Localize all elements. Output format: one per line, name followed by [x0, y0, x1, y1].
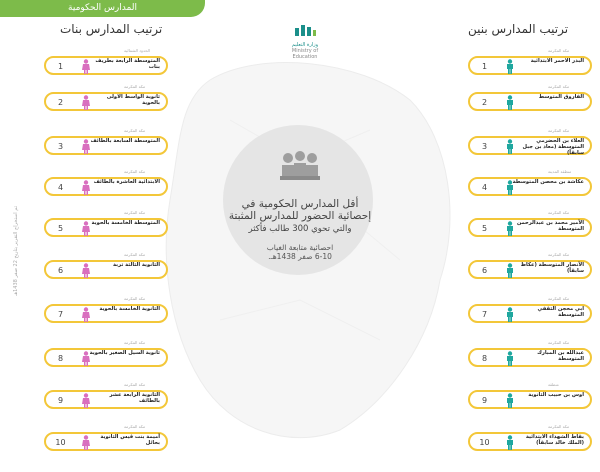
rank-number: 5 [481, 224, 488, 233]
girls-school-item-2 [44, 92, 168, 111]
region-label: مكة المكرمة [548, 84, 570, 89]
region-label: مكة المكرمة [124, 128, 146, 133]
rank-number: 10 [55, 438, 66, 447]
male-student-icon [506, 59, 514, 74]
rank-number: 9 [57, 396, 64, 405]
female-student-icon [82, 180, 90, 195]
school-name: المتوسطة الرابعة بطريف بنات [95, 58, 160, 70]
region-label: مكة المكرمة [124, 84, 146, 89]
region-label: الحدود الشمالية [124, 48, 150, 53]
boys-ranking-title: ترتيب المدارس بنين [468, 22, 569, 36]
rank-number: 1 [481, 62, 488, 71]
girls-school-item-8 [44, 348, 168, 367]
region-label: مكة المكرمة [548, 128, 570, 133]
rank-number: 4 [481, 183, 488, 192]
school-name: ثانوية السيل الصغير بالحوية [89, 350, 160, 356]
region-label: منطقة [548, 382, 559, 387]
school-name: العلاء بن الحضرمي المتوسطة (معاذ بن جبل سابقاً) [522, 138, 584, 156]
school-name: ثانوية الواسط الاولى بالحوية [106, 94, 160, 106]
school-name: الابتدائية العاشرة بالطائف [93, 179, 160, 185]
boys-school-item-6 [468, 260, 592, 279]
region-label: مكة المكرمة [124, 424, 146, 429]
school-name: الثانوية الخامسة بالحوية [99, 306, 160, 312]
school-name: عكاشة بن محصن المتوسطة [512, 179, 584, 185]
school-name: الفاروق المتوسط [538, 94, 584, 100]
rank-number: 1 [57, 62, 64, 71]
school-name: أميمة بنت قيس الثانوية بحائل [100, 434, 160, 446]
rank-number: 7 [481, 310, 488, 319]
boys-school-item-7 [468, 304, 592, 323]
rank-number: 7 [57, 310, 64, 319]
female-student-icon [82, 221, 90, 236]
logo-english: Ministry of Education [291, 48, 319, 60]
students-icon [278, 150, 322, 186]
male-student-icon [506, 95, 514, 110]
ministry-logo [280, 22, 330, 60]
center-line-2: إحصائية الحضور للمدارس المثبتة [228, 210, 372, 222]
girls-school-item-7 [44, 304, 168, 323]
school-name: الأنصار المتوسطة (عكاظ سابقاً) [520, 262, 584, 274]
rank-number: 9 [481, 396, 488, 405]
girls-school-item-5 [44, 218, 168, 237]
region-label: مكة المكرمة [124, 210, 146, 215]
school-name: بقاط الشهداء الابتدائية (الملك خالد سابقاً) [525, 434, 584, 446]
boys-school-item-2 [468, 92, 592, 111]
rank-number: 2 [57, 98, 64, 107]
school-name: الثانوية الثالثة تربة [113, 262, 160, 268]
girls-ranking-title: ترتيب المدارس بنات [60, 22, 163, 36]
side-note-text: تم استخراج التقرير بتاريخ 22 صفر 1438هـ [13, 205, 19, 297]
center-line-5: 6-10 صفر 1438هـ. [268, 252, 332, 261]
girls-school-item-3 [44, 136, 168, 155]
center-line-3: والتي تحوي 300 طالب فأكثر [248, 224, 352, 234]
school-name: الأمير محمد بن عبدالرحمن المتوسطة [516, 220, 584, 232]
rank-number: 3 [481, 142, 488, 151]
school-name: ابي محجن الثقفي المتوسطة [537, 306, 584, 318]
region-label: منطقة المدينة [548, 169, 572, 174]
ministry-logo-icon [293, 22, 317, 38]
region-label: مكة المكرمة [548, 296, 570, 301]
boys-school-item-1 [468, 56, 592, 75]
male-student-icon [506, 393, 514, 408]
boys-school-item-10 [468, 432, 592, 451]
rank-number: 6 [481, 266, 488, 275]
region-label: مكة المكرمة [548, 252, 570, 257]
side-note [6, 168, 19, 348]
center-line-4: احصائية متابعة الغياب [266, 243, 334, 252]
region-label: مكة المكرمة [124, 296, 146, 301]
rank-number: 3 [57, 142, 64, 151]
school-name: البدر الاحمر الابتدائية [530, 58, 584, 64]
region-label: مكة المكرمة [124, 252, 146, 257]
category-tag: المدارس الحكومية [0, 0, 205, 17]
female-student-icon [82, 263, 90, 278]
rank-number: 6 [57, 266, 64, 275]
region-label: مكة المكرمة [124, 340, 146, 345]
region-label: مكة المكرمة [548, 48, 570, 53]
logo-arabic: وزارة التعليم [291, 42, 319, 48]
boys-school-item-4 [468, 177, 592, 196]
rank-number: 5 [57, 224, 64, 233]
region-label: مكة المكرمة [548, 424, 570, 429]
rank-number: 8 [57, 354, 64, 363]
school-name: اوس بن حبيب الثانوية [528, 392, 584, 398]
girls-school-item-6 [44, 260, 168, 279]
girls-school-item-10 [44, 432, 168, 451]
school-name: عبدالله بن المبارك المتوسطة [537, 350, 584, 362]
center-line-1: أقل المدارس الحكومية في [241, 198, 359, 210]
girls-school-item-1 [44, 56, 168, 75]
center-summary [215, 198, 385, 261]
region-label: مكة المكرمة [124, 382, 146, 387]
girls-school-item-9 [44, 390, 168, 409]
boys-school-item-9 [468, 390, 592, 409]
rank-number: 2 [481, 98, 488, 107]
school-name: المتوسطة الخامسة بالحوية [91, 220, 160, 226]
rank-number: 8 [481, 354, 488, 363]
female-student-icon [82, 139, 90, 154]
boys-school-item-8 [468, 348, 592, 367]
school-name: المتوسطة السابعة بالطائف [90, 138, 160, 144]
region-label: مكة المكرمة [548, 340, 570, 345]
rank-number: 10 [479, 438, 490, 447]
girls-school-item-4 [44, 177, 168, 196]
boys-school-item-5 [468, 218, 592, 237]
boys-school-item-3 [468, 136, 592, 155]
rank-number: 4 [57, 183, 64, 192]
female-student-icon [82, 307, 90, 322]
region-label: مكة المكرمة [124, 169, 146, 174]
school-name: الثانوية الرابعة عشر بالطائف [109, 392, 160, 404]
region-label: مكة المكرمة [548, 210, 570, 215]
